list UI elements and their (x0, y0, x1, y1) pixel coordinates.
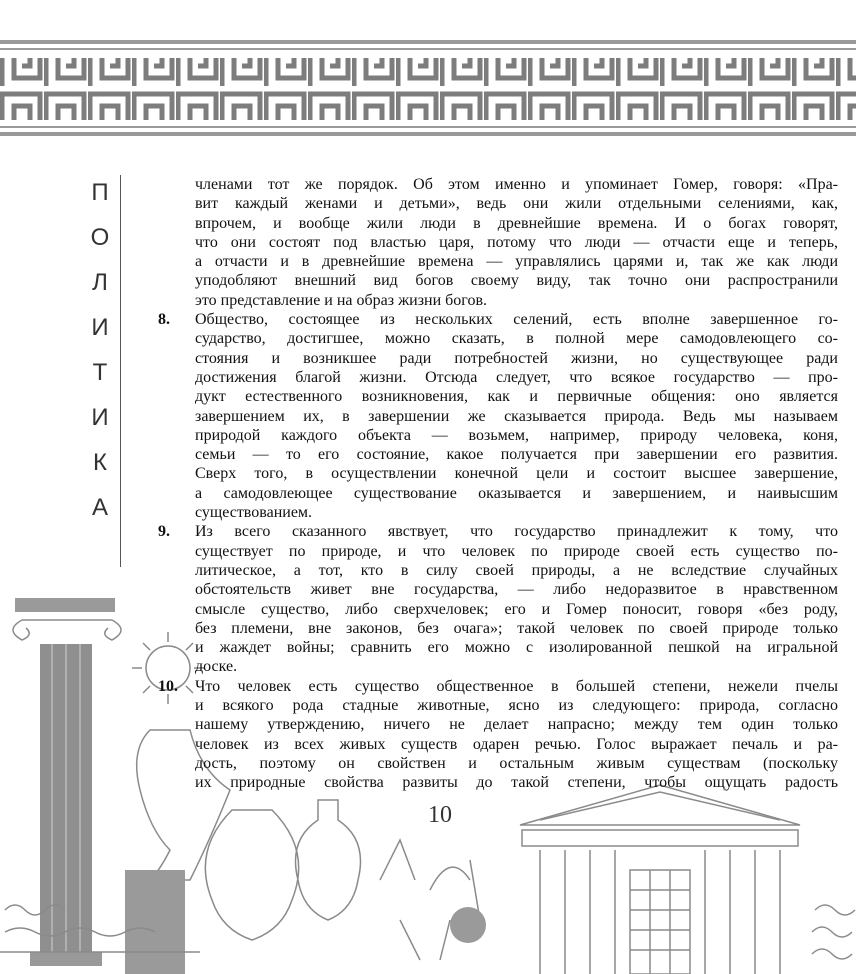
text-line: а отчасти и в древнейшие времена — управлялись царями и, так же как люди (195, 253, 838, 271)
text-line: существует по природе, и что человек по природе своей есть существо по- (195, 542, 838, 560)
paragraph-number: 8. (158, 311, 170, 329)
text-line: Что человек есть существо общественное в большей степени, нежели пчелы (195, 677, 838, 695)
sidebar-letter: П (91, 179, 109, 206)
text-line: сударство, достигшее, можно сказать, в полной мере самодовлеющего со- (195, 330, 838, 348)
text-line: членами тот же порядок. Об этом именно и упоминает Гомер, говоря: «Пра- (195, 176, 838, 193)
sidebar-letter: Л (92, 269, 108, 296)
paragraph (158, 310, 838, 522)
paragraph (195, 175, 838, 310)
text-line: семьи — то его состояние, какое получается при завершении его развития. (195, 446, 838, 464)
vase-illustration (296, 800, 361, 920)
paragraph (158, 677, 838, 793)
section-title-vertical (82, 170, 118, 530)
page-number: 10 (428, 802, 452, 828)
text-line: это представление и на образ жизни богов. (195, 291, 487, 309)
text-line: обстоятельств живет вне государства, — либо недоразвитое в нравственном (195, 581, 838, 599)
text-line: впрочем, и вообще жили люди в древнейшие времена. И о богах говорят, (195, 214, 838, 232)
text-line: стояния и возникшее ради потребностей жизни, но существующее ради (195, 349, 838, 367)
text-line: природой каждого объекта — возьмем, например, природу человека, коня, (195, 426, 838, 444)
text-line: смысле существо, либо сверхчеловек; его и Гомер поносит, говоря «без роду, (195, 600, 838, 618)
paragraph-number: 9. (158, 523, 170, 541)
temple-illustration (520, 785, 800, 974)
column-illustration (13, 598, 121, 966)
text-line: литическое, а тот, кто в силу своей природы, а не вследствие случайных (195, 561, 838, 579)
text-line: уподобляют внешний вид богов своему виду, так точно они распространили (195, 272, 838, 290)
text-line: дукт естественного возникновения, как и первичные общения: оно является (195, 388, 838, 406)
text-line: существованием. (195, 504, 313, 522)
sidebar-letter: К (93, 449, 107, 476)
text-line: Из всего сказанного явствует, что государство принадлежит к тому, что (195, 523, 838, 541)
amphora-illustration (205, 810, 298, 940)
text-line: что они состоят под властью царя, потому что люди — отчасти еще и теперь, (195, 233, 838, 251)
body-text (158, 175, 838, 793)
text-line: дость, поэтому он свойствен и остальным живым существам (поскольку (195, 754, 838, 772)
sidebar-divider (120, 175, 121, 567)
text-line: вит каждый женами и детьми», ведь они жили отдельными селениями, как, (195, 195, 838, 213)
text-line: их природные свойства развиты до такой степени, чтобы ощущать радость (195, 774, 838, 792)
text-line: без племени, вне законов, без очага»; такой человек по своей природе только (195, 619, 838, 637)
paragraph-number: 10. (158, 677, 178, 695)
handwriting-right (812, 905, 855, 959)
text-line: а самодовлеющее существование оказывается и завершением, и наивысшим (195, 484, 838, 502)
text-line: человек из всех живых существ одарен речью. Голос выражает печаль и ра- (195, 735, 838, 753)
text-line: Сверх того, в осуществлении конечной цели и состоит высшее завершение, (195, 465, 838, 483)
text-line: доске. (195, 658, 238, 676)
text-line: Общество, состоящее из нескольких селений, есть вполне завершенное го- (195, 311, 838, 329)
paragraph (158, 522, 838, 676)
sidebar-letter: И (91, 314, 109, 341)
sidebar-letter: О (90, 224, 110, 251)
sidebar-letter: И (91, 404, 109, 431)
sidebar-letter: Т (92, 359, 108, 386)
greek-key-border (0, 30, 856, 150)
sidebar-letter: А (91, 494, 108, 521)
text-line: и жаждет войны; сравнить его можно с изолированной пешкой на игральной (195, 639, 838, 657)
text-line: и всякого рода стадные животные, ясно из следующего: природа, согласно (195, 697, 838, 715)
text-line: достижения благой жизни. Отсюда следует, что всякое государство — про- (195, 368, 838, 386)
text-line: завершением их, в завершении же сказывается природа. Ведь мы называем (195, 407, 838, 425)
text-line: нашему утверждению, ничего не делает напрасно; между тем один только (195, 716, 838, 734)
